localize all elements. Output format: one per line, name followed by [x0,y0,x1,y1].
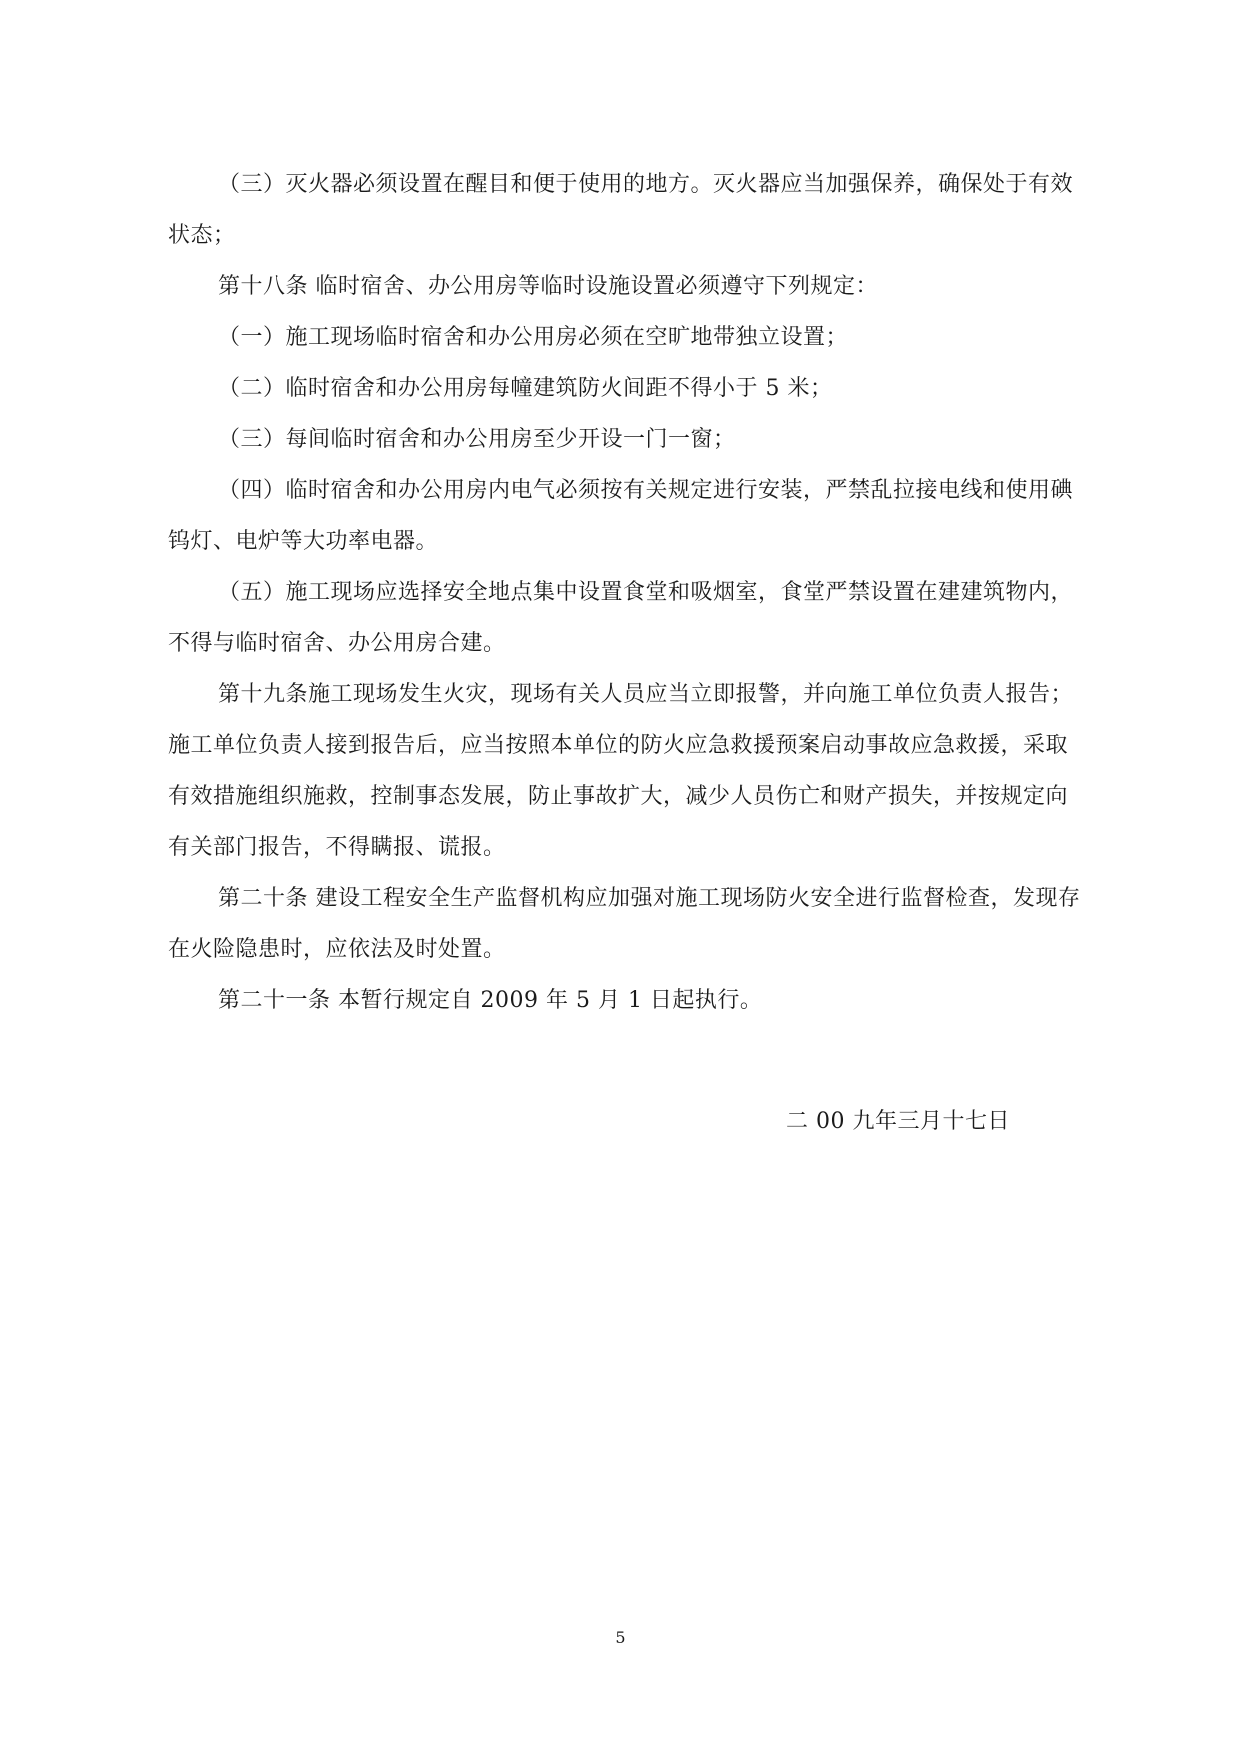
page-number: 5 [615,1628,626,1647]
paragraph-article-20: 第二十条 建设工程安全生产监督机构应加强对施工现场防火安全进行监督检查，发现存在火险隐患时，应依法及时处置。 [168,886,1081,962]
paragraph-article-18: 第十八条 临时宿舍、办公用房等临时设施设置必须遵守下列规定： [218,274,878,299]
paragraph-article-19: 第十九条施工现场发生火灾，现场有关人员应当立即报警，并向施工单位负责人报告；施工单位负责人接到报告后，应当按照本单位的防火应急救援预案启动事故应急救援，采取有效措施组织施救，控制事态发展，防止事故扩大，减少人员伤亡和财产损失，并按规定向有关部门报告，不得瞒报、谎报。 [168,682,1074,860]
paragraph-article-21: 第二十一条 本暂行规定自 2009 年 5 月 1 日起执行。 [218,988,763,1013]
document-date: 二 00 九年三月十七日 [786,1109,1010,1134]
paragraph-article-18-item-3: （三）每间临时宿舍和办公用房至少开设一门一窗； [218,427,736,452]
paragraph-article-18-item-5: （五）施工现场应选择安全地点集中设置食堂和吸烟室，食堂严禁设置在建建筑物内，不得与临时宿舍、办公用房合建。 [168,580,1074,656]
paragraph-article-18-item-4: （四）临时宿舍和办公用房内电气必须按有关规定进行安装，严禁乱拉接电线和使用碘钨灯、电炉等大功率电器。 [168,478,1074,554]
paragraph-article-18-item-2: （二）临时宿舍和办公用房每幢建筑防火间距不得小于 5 米； [218,376,833,401]
paragraph-extinguisher-placement: （三）灭火器必须设置在醒目和便于使用的地方。灭火器应当加强保养，确保处于有效状态； [168,172,1074,248]
paragraph-article-18-item-1: （一）施工现场临时宿舍和办公用房必须在空旷地带独立设置； [218,325,849,350]
